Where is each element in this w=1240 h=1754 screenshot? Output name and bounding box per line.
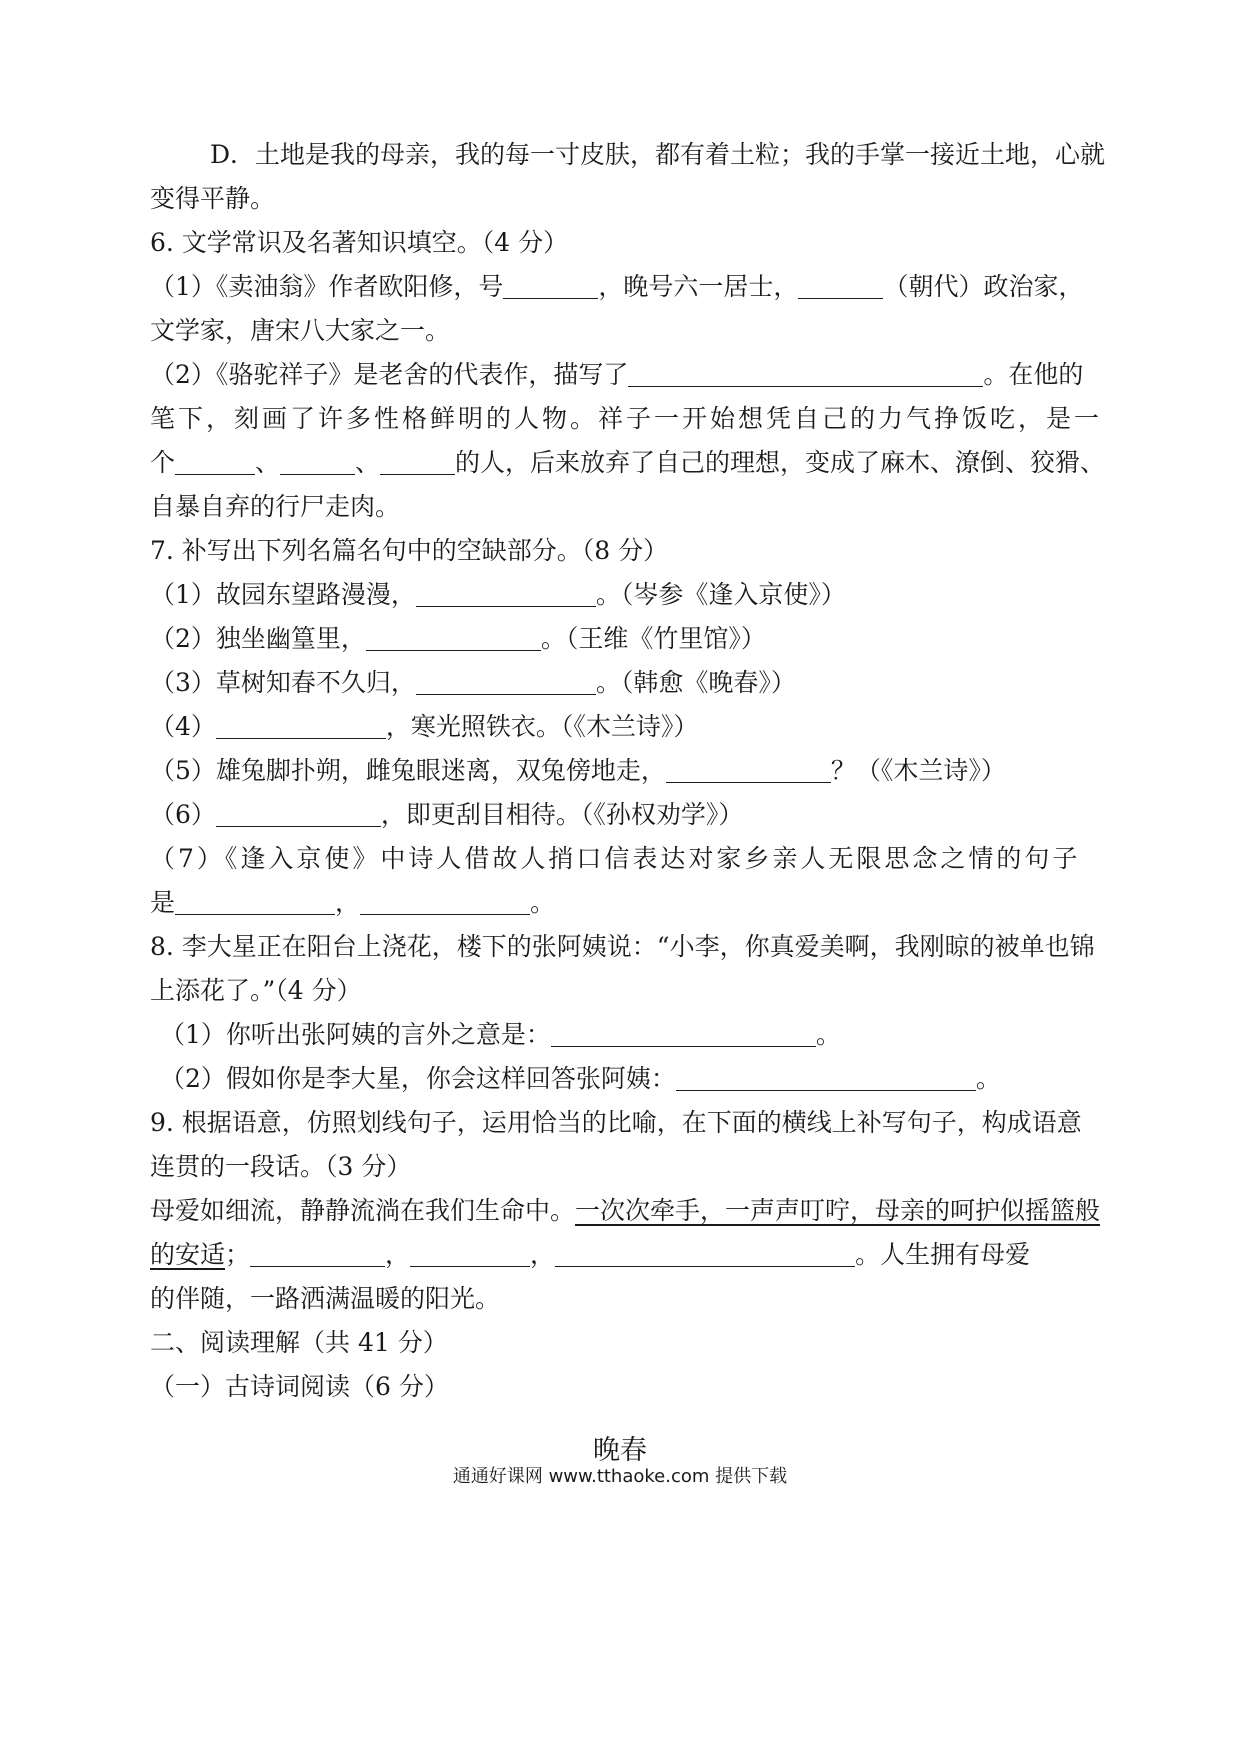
q7-item7-a: 是 <box>150 888 176 917</box>
q7-item3-b: 。（韩愈《晚春》） <box>595 668 796 697</box>
q7-item1-a: （1）故园东望路漫漫， <box>150 580 416 609</box>
q9-line4-d: 。人生拥有母爱 <box>855 1240 1031 1269</box>
answer-blank[interactable] <box>416 668 596 695</box>
q8-sub2-a: （2）假如你是李大星，你会这样回答张阿姨： <box>160 1064 676 1093</box>
answer-blank[interactable] <box>551 1020 816 1047</box>
answer-blank[interactable] <box>676 1064 976 1091</box>
section2-heading: 二、阅读理解（共 41 分） <box>150 1328 448 1357</box>
poem-title: 晚春 <box>593 1435 647 1466</box>
q7-item6 <box>150 800 743 830</box>
q6-item2-line4: 自暴自弃的行尸走肉。 <box>150 492 401 521</box>
q7-item7-c: 。 <box>530 888 556 917</box>
q7-item2-b: 。（王维《竹里馆》） <box>540 624 766 653</box>
q6-item2-text-b: 。在他的 <box>983 360 1084 389</box>
answer-blank[interactable] <box>216 800 381 827</box>
answer-blank[interactable] <box>216 712 386 739</box>
q7-item4-a: （4） <box>150 712 216 741</box>
q9-line3-plain: 母爱如细流，静静流淌在我们生命中。 <box>150 1196 576 1225</box>
q7-item4 <box>150 712 698 742</box>
q6-item2-line2: 笔下，刻画了许多性格鲜明的人物。祥子一开始想凭自己的力气挣饭吃，是一 <box>150 404 1103 433</box>
q7-item5-a: （5）雄兔脚扑朔，雌兔眼迷离，双兔傍地走， <box>150 756 666 785</box>
q6-item2-text-a: （2）《骆驼祥子》是老舍的代表作，描写了 <box>150 360 629 389</box>
answer-blank[interactable] <box>380 448 455 475</box>
q9-line4 <box>150 1240 1030 1270</box>
q7-item5-b: ？（《木兰诗》） <box>830 756 1006 785</box>
q7-item5 <box>150 756 1006 786</box>
q8-sub1-a: （1）你听出张阿姨的言外之意是： <box>160 1020 551 1049</box>
q6-item1-text-c: （朝代）政治家， <box>883 272 1084 301</box>
q6-item1-text-b: ，晚号六一居士， <box>598 272 799 301</box>
separator: 、 <box>355 448 381 477</box>
q7-item6-a: （6） <box>150 800 216 829</box>
q5-option-d-line2: 变得平静。 <box>150 184 276 213</box>
q9-line4-b: ， <box>385 1240 411 1269</box>
q7-item7-line1: （7）《逢入京使》中诗人借故人捎口信表达对家乡亲人无限思念之情的句子 <box>150 844 1081 873</box>
q7-item1 <box>150 580 846 610</box>
answer-blank[interactable] <box>628 360 983 387</box>
q7-item4-b: ，寒光照铁衣。（《木兰诗》） <box>385 712 699 741</box>
q9-line4-c: ， <box>530 1240 556 1269</box>
q9-line5: 的伴随，一路洒满温暖的阳光。 <box>150 1284 501 1313</box>
answer-blank[interactable] <box>360 888 530 915</box>
q9-line2: 连贯的一段话。（3 分） <box>150 1152 412 1181</box>
answer-blank[interactable] <box>555 1240 855 1267</box>
answer-blank[interactable] <box>410 1240 530 1267</box>
q6-heading: 6. 文学常识及名著知识填空。（4 分） <box>150 228 569 257</box>
q7-heading: 7. 补写出下列名篇名句中的空缺部分。（8 分） <box>150 536 669 565</box>
q7-item6-b: ，即更刮目相待。（《孙权劝学》） <box>380 800 744 829</box>
q9-line1: 9. 根据语意，仿照划线句子，运用恰当的比喻，在下面的横线上补写句子，构成语意 <box>150 1108 1082 1137</box>
q5-option-d-line1: D．土地是我的母亲，我的每一寸皮肤，都有着土粒；我的手掌一接近土地，心就 <box>210 140 1106 169</box>
answer-blank[interactable] <box>175 888 335 915</box>
q9-model-sentence-end: 的安适 <box>150 1240 226 1269</box>
answer-blank[interactable] <box>503 272 598 299</box>
q6-item2-line3-b: 的人，后来放弃了自己的理想，变成了麻木、潦倒、狡猾、 <box>455 448 1106 477</box>
answer-blank[interactable] <box>366 624 541 651</box>
q7-item7-line2 <box>150 888 555 918</box>
section2-sub1: （一）古诗词阅读（6 分） <box>150 1372 449 1401</box>
q7-item2 <box>150 624 766 654</box>
q8-sub2 <box>160 1064 1001 1094</box>
q8-sub2-b: 。 <box>975 1064 1001 1093</box>
q6-item1-line1 <box>150 272 1083 302</box>
q6-item1-line2: 文学家，唐宋八大家之一。 <box>150 316 451 345</box>
answer-blank[interactable] <box>250 1240 385 1267</box>
answer-blank[interactable] <box>175 448 255 475</box>
q7-item3 <box>150 668 796 698</box>
q7-item7-b: ， <box>335 888 361 917</box>
q7-item2-a: （2）独坐幽篁里， <box>150 624 366 653</box>
q6-item2-line3 <box>150 448 1105 478</box>
q8-line2: 上添花了。”（4 分） <box>150 976 362 1005</box>
footer-text: 通通好课网 www.tthaoke.com 提供下载 <box>452 1466 788 1487</box>
q6-item1-text-a: （1）《卖油翁》作者欧阳修，号 <box>150 272 504 301</box>
answer-blank[interactable] <box>416 580 596 607</box>
answer-blank[interactable] <box>280 448 355 475</box>
q7-item1-b: 。（岑参《逢入京使》） <box>595 580 846 609</box>
answer-blank[interactable] <box>666 756 831 783</box>
q9-line3 <box>150 1196 1100 1226</box>
q6-item2-line3-a: 个 <box>150 448 176 477</box>
answer-blank[interactable] <box>798 272 883 299</box>
q8-sub1-b: 。 <box>815 1020 841 1049</box>
q6-item2-line1 <box>150 360 1083 390</box>
q7-item3-a: （3）草树知春不久归， <box>150 668 416 697</box>
q9-line4-a: ； <box>225 1240 251 1269</box>
q8-line1: 8. 李大星正在阳台上浇花，楼下的张阿姨说：“小李，你真爱美啊，我刚晾的被单也锦 <box>150 932 1095 961</box>
q9-model-sentence: 一次次牵手，一声声叮咛，母亲的呵护似摇篮般 <box>575 1196 1101 1225</box>
q8-sub1 <box>160 1020 841 1050</box>
separator: 、 <box>255 448 281 477</box>
